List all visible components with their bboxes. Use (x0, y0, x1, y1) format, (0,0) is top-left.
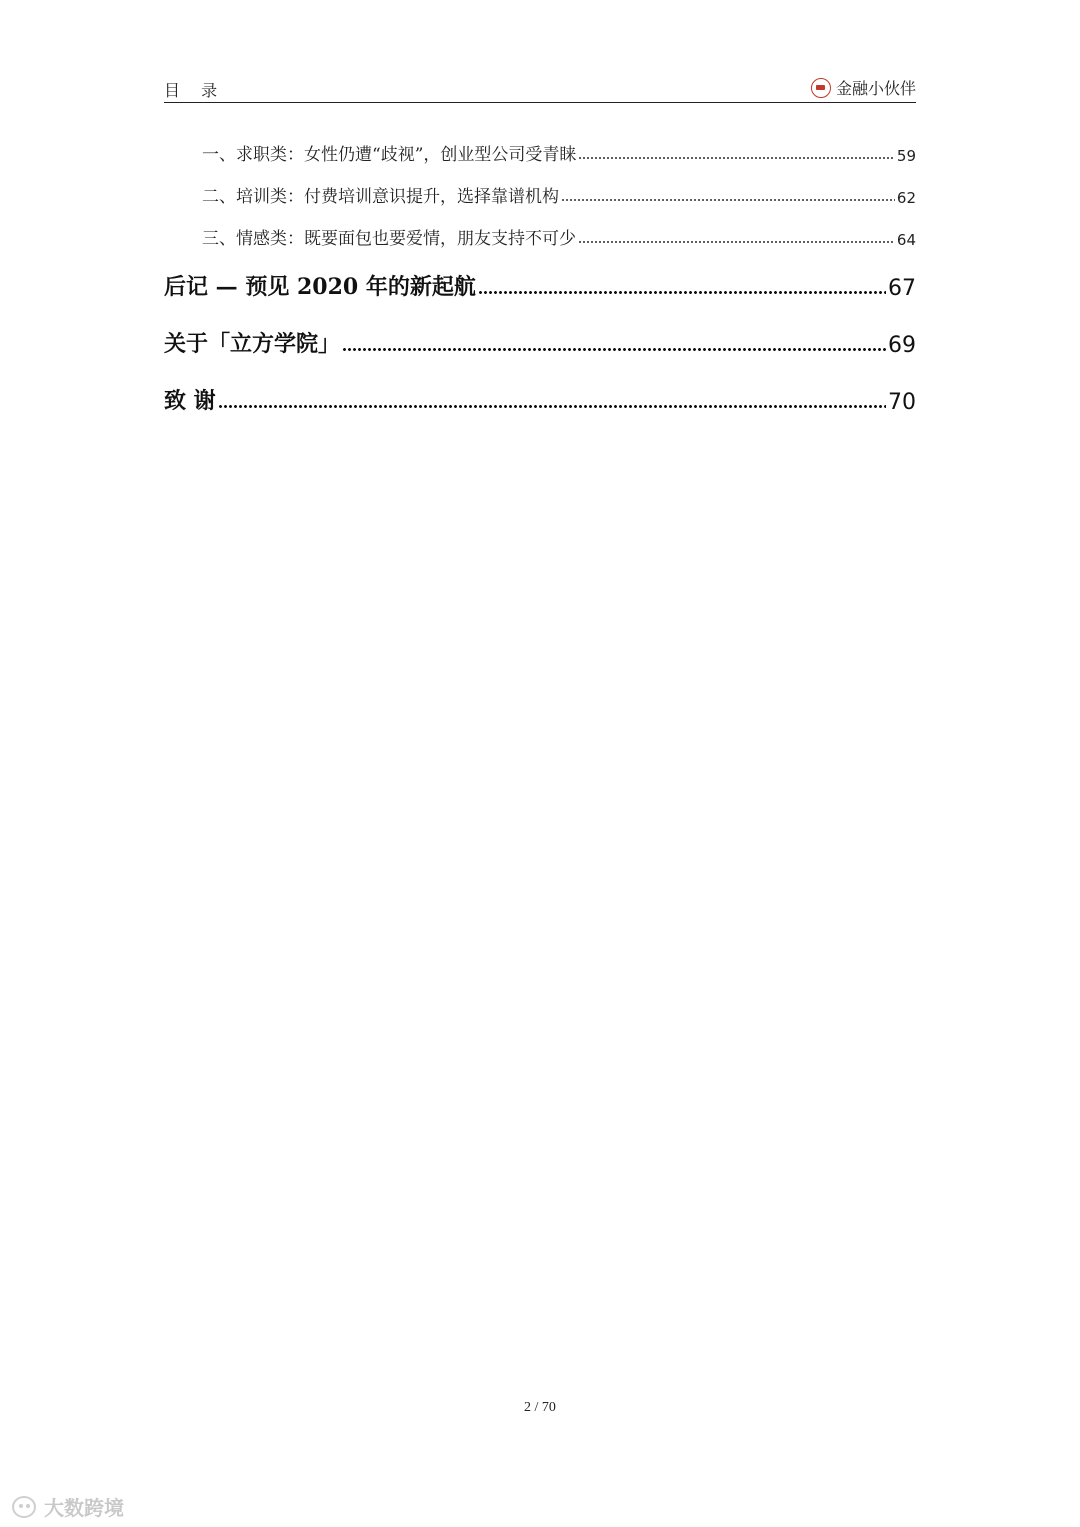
toc-entry-label: 三、情感类：既要面包也要爱情，朋友支持不可少 (202, 229, 576, 249)
toc-entry-label: 二、培训类：付费培训意识提升，选择靠谱机构 (202, 187, 559, 207)
toc-chapter-label: 后记 — 预见 2020 年的新起航 (164, 274, 476, 300)
toc-entry-page: 64 (896, 231, 916, 249)
toc-entry-label: 一、求职类：女性仍遭“歧视”，创业型公司受青睐 (202, 145, 577, 165)
toc-chapter-label: 致 谢 (164, 388, 216, 414)
brand-name: 金融小伙伴 (835, 79, 916, 98)
toc-dot-leader (218, 404, 886, 409)
watermark-text: 大数跨境 (44, 1496, 124, 1520)
toc-dot-leader (342, 347, 886, 352)
page-header (164, 72, 916, 103)
watermark (12, 1492, 124, 1521)
toc-chapter-entry[interactable] (164, 384, 916, 415)
brand-logo-icon (811, 78, 831, 98)
toc-dot-leader (561, 198, 895, 202)
toc-chapter-entry[interactable] (164, 327, 916, 358)
toc-dot-leader (578, 240, 895, 244)
toc-entry[interactable] (202, 182, 916, 207)
toc-entry-page: 59 (896, 147, 916, 165)
toc-chapter-page: 69 (888, 333, 916, 358)
toc-entry[interactable] (202, 140, 916, 165)
page-number: 2 / 70 (524, 1400, 556, 1415)
toc-chapter-page: 70 (888, 390, 916, 415)
toc-entry-page: 62 (896, 189, 916, 207)
toc-entry[interactable] (202, 224, 916, 249)
toc-chapter-entry[interactable] (164, 270, 916, 301)
header-brand (811, 76, 916, 99)
toc-chapter-label: 关于「立方学院」 (164, 331, 341, 357)
watermark-logo-icon (12, 1496, 36, 1518)
header-title: 目 录 (164, 81, 226, 100)
toc-chapter-page: 67 (888, 276, 916, 301)
toc-dot-leader (478, 290, 886, 295)
toc-dot-leader (578, 156, 895, 160)
